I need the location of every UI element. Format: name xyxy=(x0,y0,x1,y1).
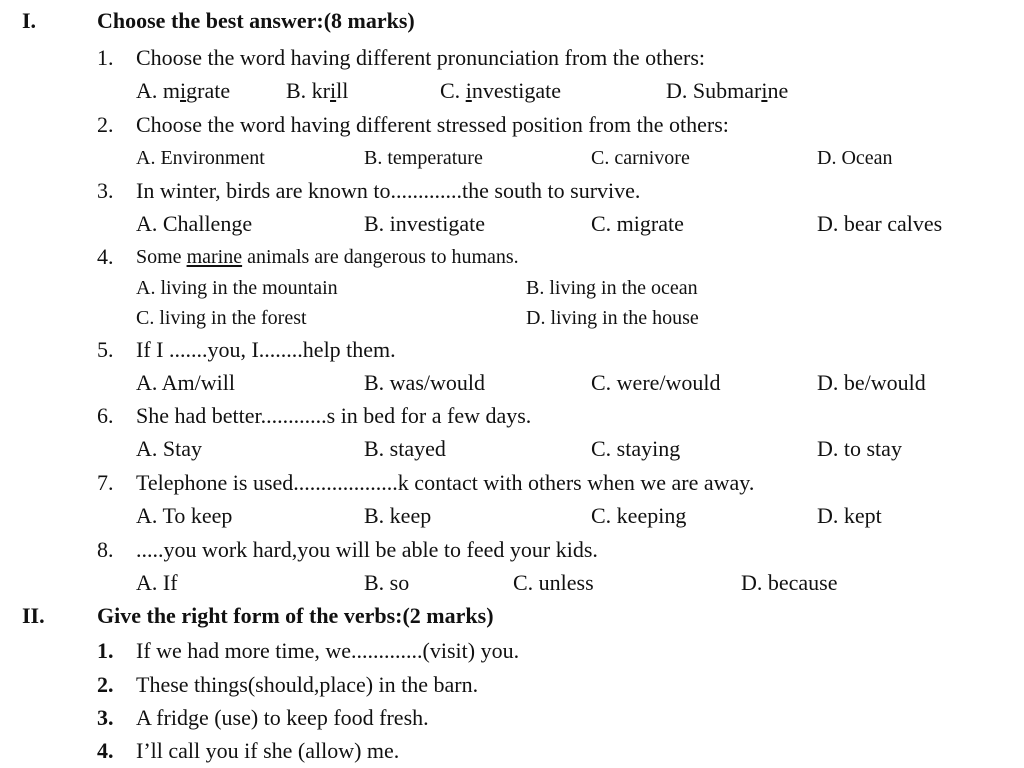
question-number: 2. xyxy=(97,672,114,697)
option-a-post: grate xyxy=(186,78,231,103)
option-c-post: nvestigate xyxy=(471,78,562,103)
option-a: A. Environment xyxy=(136,147,265,169)
section-1-title: Choose the best answer:(8 marks) xyxy=(97,8,415,33)
option-c: C. keeping xyxy=(591,503,687,528)
question-number: 6. xyxy=(97,403,114,428)
option-c: C. living in the forest xyxy=(136,307,307,329)
question-number: 2. xyxy=(97,112,114,137)
option-d: D. bear calves xyxy=(817,211,943,236)
section-2-title: Give the right form of the verbs:(2 marks) xyxy=(97,603,494,628)
option-c xyxy=(440,76,561,106)
option-a: A. Challenge xyxy=(136,211,253,236)
option-b: B. investigate xyxy=(364,211,485,236)
option-b: B. so xyxy=(364,570,410,595)
option-d-pre: D. Submar xyxy=(666,78,762,103)
question-text: Choose the word having different pronunciation from the others: xyxy=(136,45,706,70)
option-a-underlined: i xyxy=(180,78,187,103)
option-b: B. temperature xyxy=(364,147,483,169)
option-b: B. keep xyxy=(364,503,432,528)
option-d: D. be/would xyxy=(817,370,926,395)
option-b xyxy=(286,76,348,106)
option-b: B. was/would xyxy=(364,370,485,395)
section-2-number: II. xyxy=(22,603,45,628)
question-number: 1. xyxy=(97,45,114,70)
question-number: 4. xyxy=(97,244,114,269)
option-d-underlined: i xyxy=(761,78,768,103)
question-text: .....you work hard,you will be able to feed your kids. xyxy=(136,537,598,562)
question-number: 8. xyxy=(97,537,114,562)
option-a: A. Stay xyxy=(136,436,202,461)
option-c: C. migrate xyxy=(591,211,684,236)
question-number: 4. xyxy=(97,738,114,763)
question-text: These things(should,place) in the barn. xyxy=(136,672,479,697)
option-a: A. living in the mountain xyxy=(136,277,338,299)
option-c-underlined: i xyxy=(465,78,472,103)
question-underlined-word: marine xyxy=(186,246,243,268)
question-number: 1. xyxy=(97,638,114,663)
option-c-pre: C. xyxy=(440,78,466,103)
option-a: A. If xyxy=(136,570,178,595)
question-text: In winter, birds are known to.............the south to survive. xyxy=(136,178,641,203)
option-a xyxy=(136,76,230,106)
question-text: If we had more time, we.............(visit) you. xyxy=(136,638,520,663)
option-d-post: ne xyxy=(767,78,789,103)
question-text: A fridge (use) to keep food fresh. xyxy=(136,705,429,730)
question-number: 3. xyxy=(97,705,114,730)
option-b: B. living in the ocean xyxy=(526,277,698,299)
option-d xyxy=(666,76,788,106)
question-text: She had better............s in bed for a few days. xyxy=(136,403,532,428)
question-text-pre: Some xyxy=(136,246,187,268)
option-b-pre: B. kr xyxy=(286,78,330,103)
question-text xyxy=(136,242,519,272)
option-a: A. Am/will xyxy=(136,370,236,395)
question-number: 5. xyxy=(97,337,114,362)
option-d: D. Ocean xyxy=(817,147,893,169)
question-text: I’ll call you if she (allow) me. xyxy=(136,738,400,763)
question-text-post: animals are dangerous to humans. xyxy=(242,246,519,268)
option-d: D. living in the house xyxy=(526,307,699,329)
option-c: C. unless xyxy=(513,570,594,595)
option-a: A. To keep xyxy=(136,503,233,528)
option-d: D. to stay xyxy=(817,436,902,461)
option-b-underlined: i xyxy=(330,78,337,103)
option-b-post: ll xyxy=(336,78,349,103)
question-number: 3. xyxy=(97,178,114,203)
option-d: D. because xyxy=(741,570,838,595)
question-text: Choose the word having different stressed position from the others: xyxy=(136,112,729,137)
question-number: 7. xyxy=(97,470,114,495)
question-text: If I .......you, I........help them. xyxy=(136,337,396,362)
option-c: C. staying xyxy=(591,436,681,461)
option-c: C. were/would xyxy=(591,370,721,395)
option-d: D. kept xyxy=(817,503,882,528)
option-a-pre: A. m xyxy=(136,78,180,103)
option-b: B. stayed xyxy=(364,436,446,461)
option-c: C. carnivore xyxy=(591,147,690,169)
section-1-number: I. xyxy=(22,8,37,33)
question-text: Telephone is used...................k contact with others when we are away. xyxy=(136,470,755,495)
